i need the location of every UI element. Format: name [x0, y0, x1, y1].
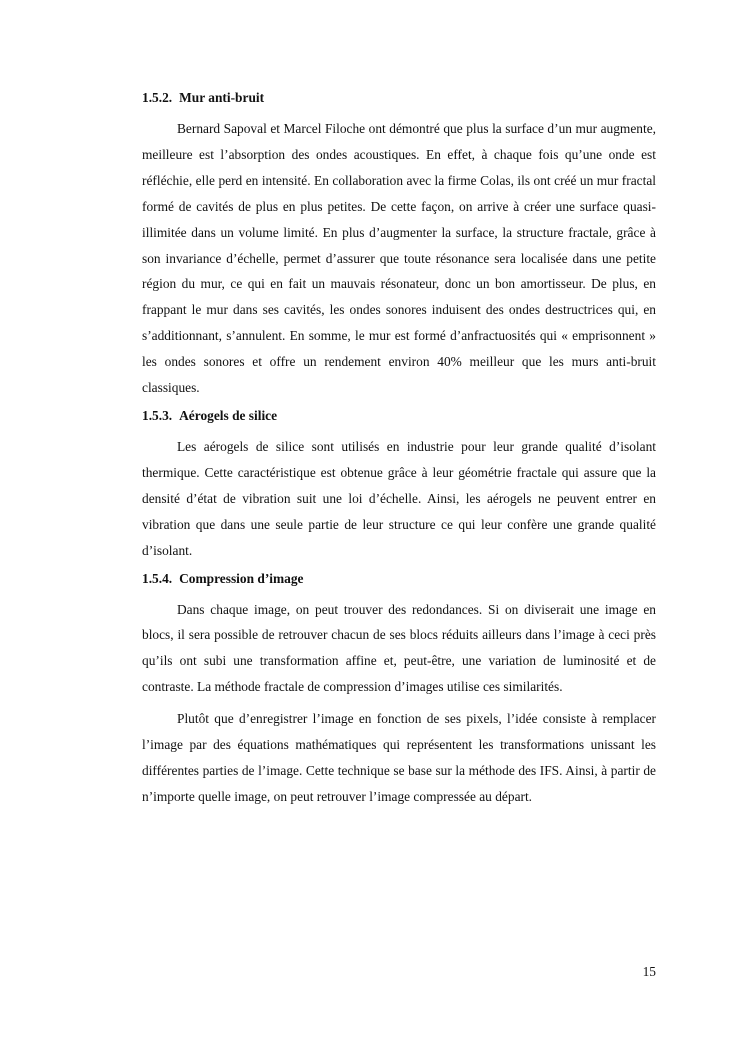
- section-number: 1.5.3.: [142, 407, 173, 423]
- section-number: 1.5.2.: [142, 90, 173, 105]
- section-number: 1.5.4.: [142, 570, 173, 586]
- paragraph: Dans chaque image, on peut trouver des redondances. Si on diviserait une image en blocs, il sera possible de retrouver chacun de ses blocs réduits ailleurs dans l’image à ceci près qu’ils ont subi une transformation affine et, peut-être, une variation de luminosité et de contraste. La méthode fractale de compression d’images utilise ces similarités.: [142, 601, 656, 695]
- section-heading-compression-image: [142, 567, 656, 591]
- section-title: Mur anti-bruit: [179, 90, 265, 105]
- section-title: Compression d’image: [179, 570, 304, 586]
- paragraph: Bernard Sapoval et Marcel Filoche ont démontré que plus la surface d’un mur augmente, meilleure est l’absorption des ondes acoustiques. En effet, à chaque fois qu’une onde est réfléchie, elle perd en intensité. En collaboration avec la firme Colas, ils ont créé un mur fractal formé de cavités de plus en plus petites. De cette façon, on arrive à créer une surface quasi-illimitée dans un volume limité. En plus d’augmenter la surface, la structure fractale, grâce à son invariance d’échelle, permet d’assurer que toute résonance sera localisée dans une petite région du mur, ce qui en fait un mauvais résonateur, donc un bon amortisseur. De plus, en frappant le mur dans ses cavités, les ondes sonores induisent des ondes destructrices qui, en s’additionnant, s’annulent. En somme, le mur est formé d’anfractuosités qui « emprisonnent » les ondes sonores et offre un rendement environ 40% meilleur que les murs anti-bruit classiques.: [142, 121, 656, 396]
- page-number: 15: [642, 964, 656, 979]
- section-heading-mur-anti-bruit: [142, 86, 656, 110]
- document-page: [142, 86, 656, 810]
- section-heading-aerogels-de-silice: [142, 404, 656, 428]
- paragraph: Les aérogels de silice sont utilisés en industrie pour leur grande qualité d’isolant thermique. Cette caractéristique est obtenue grâce à leur géométrie fractale qui assure que la densité d’état de vibration suit une loi d’échelle. Ainsi, les aérogels ne peuvent entrer en vibration que dans une seule partie de leur structure ce qui leur confère une grande qualité d’isolant.: [142, 438, 656, 558]
- paragraph: Plutôt que d’enregistrer l’image en fonction de ses pixels, l’idée consiste à remplacer l’image par des équations mathématiques qui représentent les transformations unissant les différentes parties de l’image. Cette technique se base sur la méthode des IFS. Ainsi, à partir de n’importe quelle image, on peut retrouver l’image compressée au départ.: [142, 711, 656, 804]
- section-title: Aérogels de silice: [179, 407, 278, 423]
